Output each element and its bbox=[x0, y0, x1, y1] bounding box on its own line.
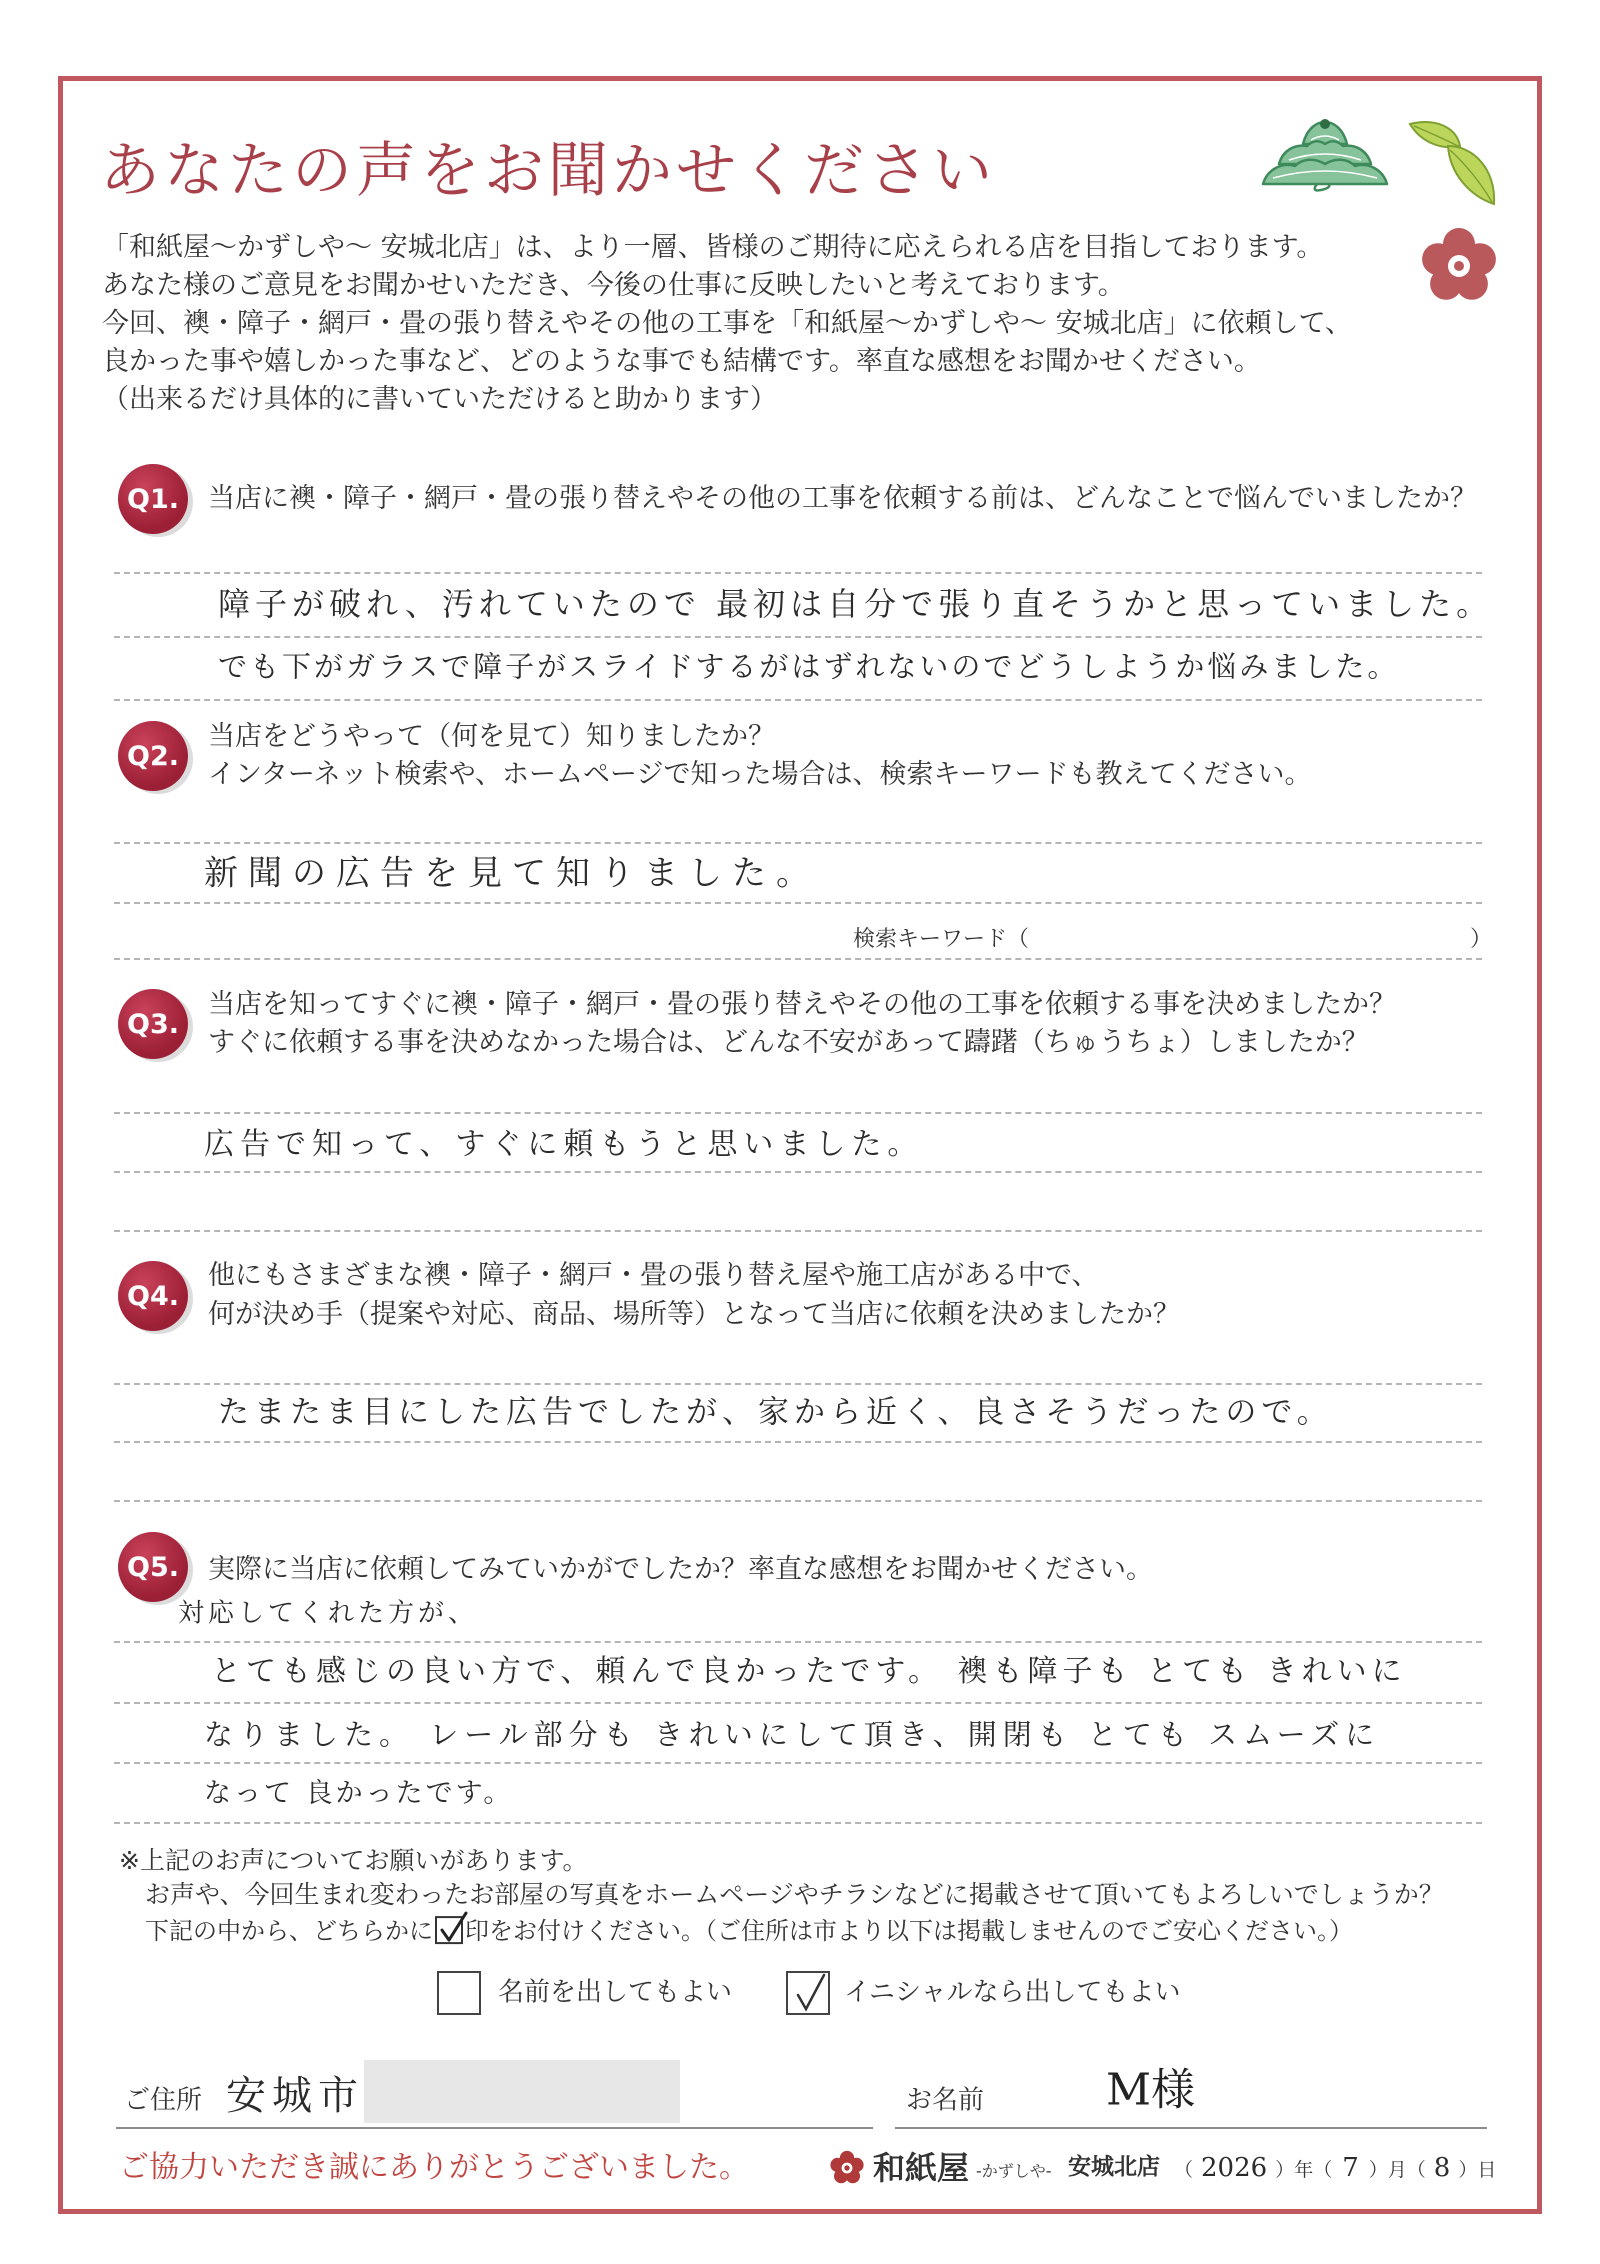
question-line: 何が決め手（提案や対応、商品、場所等）となって当店に依頼を決めましたか？ bbox=[208, 1299, 1180, 1330]
question-text-q5 bbox=[208, 1551, 1153, 1589]
checkbox-label: 名前を出してもよい bbox=[498, 1977, 733, 2008]
checkbox-checked-icon bbox=[435, 1916, 463, 1944]
address-underline bbox=[116, 2127, 873, 2129]
intro-line: 良かった事や嬉しかった事など、どのような事でも結構です。率直な感想をお聞かせください。 bbox=[102, 346, 1261, 377]
handwritten-answer-q4: たまたま目にした広告でしたが、家から近く、良さそうだったので。 bbox=[218, 1394, 1333, 1431]
date-month-sep: ）月（ bbox=[1368, 2158, 1426, 2181]
consent-note: ※上記のお声についてお願いがあります。 bbox=[119, 1846, 588, 1875]
question-text-q3 bbox=[208, 986, 1396, 1062]
date-year: 2026 bbox=[1201, 2153, 1268, 2183]
answer-line bbox=[114, 1641, 1482, 1643]
intro-line: 「和紙屋〜かずしや〜 安城北店」は、より一層、皆様のご期待に応えられる店を目指しております。 bbox=[102, 232, 1324, 263]
question-line: インターネット検索や、ホームページで知った場合は、検索キーワードも教えてください。 bbox=[208, 759, 1312, 790]
name-label: お名前 bbox=[906, 2085, 985, 2116]
question-line: 当店を知ってすぐに襖・障子・網戸・畳の張り替えやその他の工事を依頼する事を決めましたか？ bbox=[208, 989, 1396, 1020]
question-badge-q1: Q1. bbox=[118, 464, 188, 534]
consent-instruction-before: 下記の中から、どちらかに bbox=[145, 1917, 433, 1946]
pine-icon bbox=[1259, 114, 1391, 196]
checkbox-initial-ok bbox=[786, 1971, 830, 2015]
name-underline bbox=[895, 2127, 1487, 2129]
search-keyword-close: ） bbox=[1470, 926, 1493, 952]
search-keyword-label: 検索キーワード（ bbox=[853, 926, 1030, 952]
question-text-q1 bbox=[208, 480, 1477, 518]
answer-line bbox=[114, 572, 1482, 574]
handwritten-answer-q5: なりました。 レール部分も きれいにして頂き、開閉も とても スムーズに bbox=[204, 1717, 1381, 1752]
handwritten-answer-q1: 障子が破れ、汚れていたので 最初は自分で張り直そうかと思っていました。 bbox=[218, 584, 1494, 623]
question-line: すぐに依頼する事を決めなかった場合は、どんな不安があって躊躇（ちゅうちょ）しましたか？ bbox=[208, 1027, 1369, 1058]
question-badge-q2: Q2. bbox=[118, 721, 188, 791]
checkbox-label: イニシャルなら出してもよい bbox=[844, 1977, 1181, 2008]
consent-instruction bbox=[145, 1916, 1353, 1946]
answer-line bbox=[114, 1762, 1482, 1764]
plum-blossom-icon bbox=[1419, 226, 1499, 310]
date-day: 8 bbox=[1433, 2153, 1451, 2183]
consent-request: お声や、今回生まれ変わったお部屋の写真をホームページやチラシなどに掲載させて頂いてもよろしいでしょうか？ bbox=[145, 1880, 1444, 1909]
address-value: 安城市 bbox=[226, 2073, 364, 2119]
intro-line: 今回、襖・障子・網戸・畳の張り替えやその他の工事を「和紙屋〜かずしや〜 安城北店」に依頼して、 bbox=[102, 308, 1353, 339]
date-open: （ bbox=[1174, 2158, 1194, 2181]
consent-instruction-after: 印をお付けください。（ご住所は市より以下は掲載しませんのでご安心ください。） bbox=[465, 1917, 1353, 1946]
date-year-sep: ）年（ bbox=[1275, 2158, 1333, 2181]
date-month: 7 bbox=[1342, 2153, 1359, 2183]
handwritten-answer-q1: でも下がガラスで障子がスライドするがはずれないのでどうしようか悩みました。 bbox=[218, 649, 1400, 684]
handwritten-answer-q5: 対応してくれた方が、 bbox=[178, 1598, 479, 1629]
answer-line bbox=[114, 902, 1482, 904]
answer-line bbox=[114, 842, 1482, 844]
date-field bbox=[1174, 2153, 1496, 2183]
answer-line bbox=[114, 1702, 1482, 1704]
shop-name: 和紙屋 bbox=[873, 2148, 970, 2187]
checkbox-name-ok bbox=[437, 1971, 481, 2015]
question-badge-q4: Q4. bbox=[118, 1261, 188, 1331]
answer-line bbox=[114, 1230, 1482, 1232]
answer-line bbox=[114, 1441, 1482, 1443]
answer-line bbox=[114, 958, 1482, 960]
question-text-q2 bbox=[208, 718, 1312, 794]
handwritten-answer-q5: とても感じの良い方で、頼んで良かったです。 襖も障子も とても きれいに bbox=[211, 1654, 1407, 1689]
handwritten-answer-q2: 新聞の広告を見て知りました。 bbox=[204, 853, 820, 894]
answer-line bbox=[114, 1500, 1482, 1502]
question-line: 当店に襖・障子・網戸・畳の張り替えやその他の工事を依頼する前は、どんなことで悩んでいましたか？ bbox=[208, 483, 1477, 514]
answer-line bbox=[114, 1171, 1482, 1173]
redaction-box bbox=[364, 2060, 680, 2123]
intro-line: あなた様のご意見をお聞かせいただき、今後の仕事に反映したいと考えております。 bbox=[102, 270, 1125, 301]
answer-line bbox=[114, 1112, 1482, 1114]
shop-logo-flower-icon bbox=[829, 2150, 865, 2190]
page-title: あなたの声をお聞かせください bbox=[100, 136, 996, 206]
question-line: 他にもさまざまな襖・障子・網戸・畳の張り替え屋や施工店がある中で、 bbox=[208, 1260, 1099, 1291]
question-badge-q5: Q5. bbox=[118, 1532, 188, 1602]
intro-paragraph bbox=[102, 229, 1352, 419]
question-badge-q3: Q3. bbox=[118, 989, 188, 1059]
handwritten-answer-q3: 広告で知って、すぐに頼もうと思いました。 bbox=[204, 1127, 924, 1162]
address-label: ご住所 bbox=[124, 2085, 203, 2116]
question-line: 実際に当店に依頼してみていかがでしたか？率直な感想をお聞かせください。 bbox=[208, 1554, 1153, 1585]
answer-line bbox=[114, 699, 1482, 701]
intro-line: （出来るだけ具体的に書いていただけると助かります） bbox=[102, 384, 777, 415]
shop-branch: 安城北店 bbox=[1068, 2154, 1160, 2181]
question-text-q4 bbox=[208, 1256, 1180, 1334]
shop-reading: -かずしや- bbox=[976, 2161, 1052, 2181]
bamboo-leaves-icon bbox=[1404, 116, 1504, 212]
handwritten-answer-q5: なって 良かったです。 bbox=[204, 1777, 514, 1809]
answer-line bbox=[114, 1383, 1482, 1385]
answer-line bbox=[114, 1822, 1482, 1824]
name-value: M様 bbox=[1106, 2064, 1196, 2116]
question-line: 当店をどうやって（何を見て）知りましたか？ bbox=[208, 721, 775, 752]
date-day-end: ）日 bbox=[1458, 2158, 1497, 2181]
thanks-message: ご協力いただき誠にありがとうございました。 bbox=[119, 2150, 749, 2185]
answer-line bbox=[114, 636, 1482, 638]
